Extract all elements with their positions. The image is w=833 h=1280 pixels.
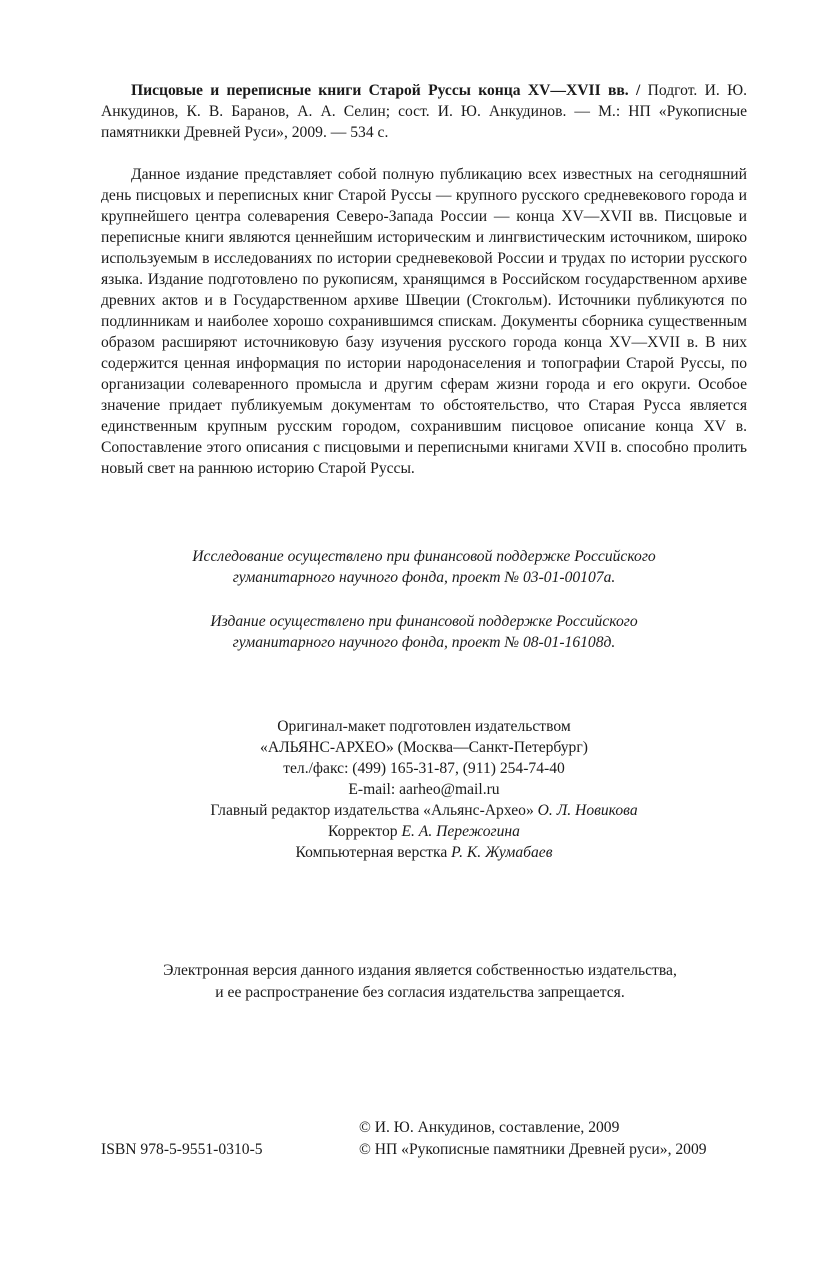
copyright-notice — [60, 960, 780, 1004]
grant-note-publication — [101, 611, 747, 653]
notice-line: и ее распространение без согласия издательства запрещается. — [215, 984, 625, 1001]
corrector-credit — [101, 821, 747, 842]
bibliographic-details: Подгот. И. Ю. Анкудинов, К. В. Баранов, А. А. Селин; сост. И. Ю. Анкудинов. — М.: НП «Рукописные памятникки Древней Руси», 2009. — 534 с. — [101, 81, 747, 141]
publisher-email: E-mail: aarheo@mail.ru — [348, 781, 500, 798]
editor-credit — [101, 800, 747, 821]
publisher-block — [101, 716, 747, 863]
grant-note-line: Исследование осуществлено при финансовой поддержке Российского — [192, 548, 656, 565]
book-title: Писцовые и переписные книги Старой Руссы конца XV—XVII вв. / — [131, 81, 641, 99]
grant-note-line: гуманитарного научного фонда, проект № 03-01-00107а. — [232, 569, 616, 586]
copyright-compiler: © И. Ю. Анкудинов, составление, 2009 — [359, 1119, 620, 1136]
publisher-line: Оригинал-макет подготовлен издательством — [277, 718, 571, 735]
bibliographic-record — [101, 80, 747, 143]
grant-note-line: гуманитарного научного фонда, проект № 08-01-16108д. — [232, 634, 616, 651]
copyright-lines — [359, 1117, 707, 1161]
corrector-name: Е. А. Пережогина — [401, 823, 520, 840]
publisher-name: «АЛЬЯНС-АРХЕО» (Москва—Санкт-Петербург) — [260, 739, 588, 756]
layout-label: Компьютерная верстка — [295, 844, 452, 861]
isbn: ISBN 978-5-9551-0310-5 — [101, 1141, 263, 1158]
editor-name: О. Л. Новикова — [537, 802, 638, 819]
notice-line: Электронная версия данного издания является собственностью издательства, — [163, 962, 677, 979]
layout-name: Р. К. Жумабаев — [451, 844, 553, 861]
publisher-phone: тел./факс: (499) 165-31-87, (911) 254-74-40 — [283, 760, 565, 777]
grant-note-line: Издание осуществлено при финансовой поддержке Российского — [210, 613, 638, 630]
corrector-label: Корректор — [328, 823, 402, 840]
grant-note-research — [101, 546, 747, 588]
copyright-publisher: © НП «Рукописные памятники Древней руси», 2009 — [359, 1141, 707, 1158]
abstract-paragraph: Данное издание представляет собой полную публикацию всех известных на сегодняшний день писцовых и переписных книг Старой Руссы — крупного русского средневекового города и крупнейшего центра солеварения Северо-Запада России — конца XV—XVII вв. Писцовые и переписные книги являются ценнейшим историческим и лингвистическим источником, широко используемым в исследованиях по истории средневековой России и трудах по истории русского языка. Издание подготовлено по рукописям, хранящимся в Российском государственном архиве древних актов и в Государственном архиве Швеции (Стокгольм). Источники публикуются по подлинникам и наиболее хорошо сохранившимся спискам. Документы сборника существенным образом расширяют источниковую базу изучения русского города конца XV—XVII в. В них содержится ценная информация по истории народонаселения и топографии Старой Руссы, по организации солеваренного промысла и другим сферам жизни города и его округи. Особое значение придает публикуемым документам то обстоятельство, что Старая Русса является единственным крупным русским городом, сохранившим писцовое описание конца XV в. Сопоставление этого описания с писцовыми и переписными книгами XVII в. способно пролить новый свет на раннюю историю Старой Руссы. — [101, 165, 747, 477]
editor-label: Главный редактор издательства «Альянс-Архео» — [210, 802, 538, 819]
layout-credit — [101, 842, 747, 863]
